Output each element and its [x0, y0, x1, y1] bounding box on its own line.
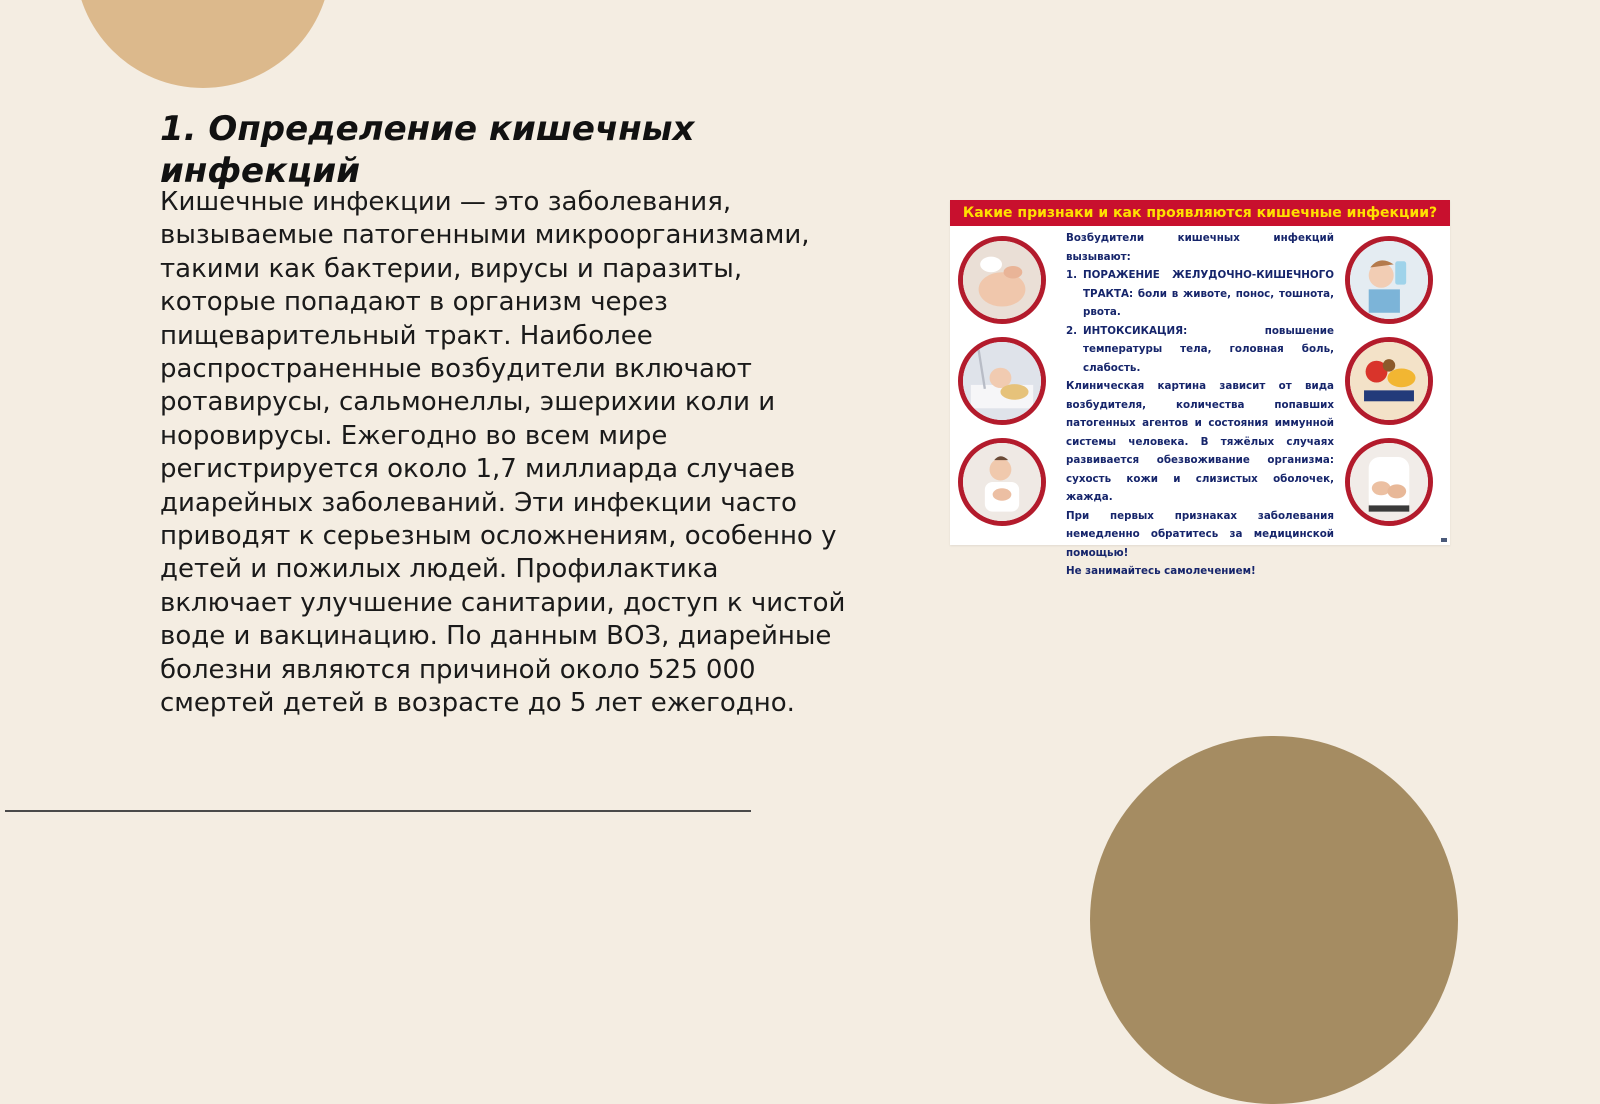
poster-warning-text: Не занимайтесь самолечением!: [1066, 565, 1256, 577]
photo-child-drinking: [1345, 236, 1433, 324]
decorative-circle-bottom: [1090, 736, 1458, 1104]
poster-item-1: [1066, 266, 1334, 322]
photo-child-in-bed: [958, 337, 1046, 425]
infographic-poster: [950, 200, 1450, 577]
poster-item-1-number: 1.: [1066, 269, 1078, 281]
poster-item-2: [1066, 322, 1334, 378]
poster-item-2-text: ИНТОКСИКАЦИЯ: повышение температуры тела, головная боль, слабость.: [1083, 324, 1334, 374]
photo-abdominal-pain: [958, 236, 1046, 324]
poster-corner-mark: [1441, 538, 1447, 542]
poster-header: Какие признаки и как проявляются кишечные инфекции?: [950, 200, 1450, 226]
divider-line: [5, 810, 751, 812]
poster-clinical-text: Клиническая картина зависит от вида возбудителя, количества попавших патогенных агентов и состояния иммунной системы человека. В тяжёлых случаях развивается обезвоживание организма: сухость кожи и слизистых оболочек, жажда.: [1066, 380, 1334, 503]
photo-child-stomach-ache: [958, 438, 1046, 526]
poster-item-1-text: ПОРАЖЕНИЕ ЖЕЛУДОЧНО-КИШЕЧНОГО ТРАКТА: боли в животе, понос, тошнота, рвота.: [1083, 269, 1334, 318]
photo-food-products: [1345, 337, 1433, 425]
poster-advice-text: При первых признаках заболевания немедленно обратитесь за медицинской помощью!: [1066, 509, 1334, 559]
poster-intro: Возбудители кишечных инфекций вызывают:: [1066, 232, 1334, 263]
photo-hands-on-stomach: [1345, 438, 1433, 526]
slide-body-text: Кишечные инфекции — это заболевания, вызываемые патогенными микроорганизмами, такими как бактерии, вирусы и паразиты, которые попадают в организм через пищеварительный тракт. Наиболее распространенные возбудители включают ротавирусы, сальмонеллы, эшерихии коли и норовирусы. Ежегодно во всем мире регистрируется около 1,7 миллиарда случаев диарейных заболеваний. Эти инфекции часто приводят к серьезным осложнениям, особенно у детей и пожилых людей. Профилактика включает улучшение санитарии, доступ к чистой воде и вакцинацию. По данным ВОЗ, диарейные болезни являются причиной около 525 000 смертей детей в возрасте до 5 лет ежегодно.: [160, 187, 846, 719]
slide-title: 1. Определение кишечных инфекций: [160, 109, 695, 191]
decorative-circle-top: [75, 0, 331, 88]
poster-text-block: [1066, 229, 1334, 581]
poster-item-2-number: 2.: [1066, 324, 1078, 337]
